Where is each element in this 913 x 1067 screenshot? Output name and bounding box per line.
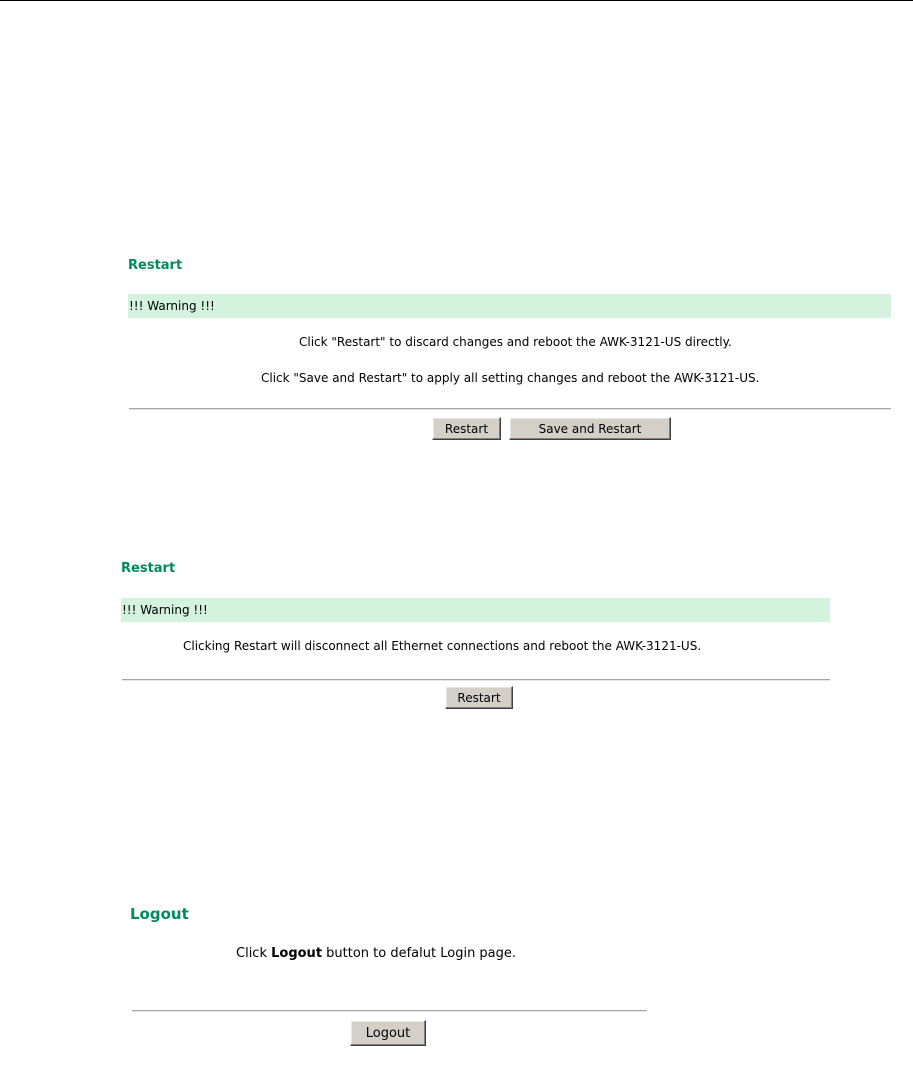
restart-instruction-text: Click "Restart" to discard changes and reboot the AWK-3121-US directly. xyxy=(299,335,732,349)
restart-panel-title: Restart xyxy=(128,258,183,273)
divider xyxy=(129,408,891,410)
restart-warning-text: Clicking Restart will disconnect all Ethernet connections and reboot the AWK-3121-US. xyxy=(183,639,702,653)
logout-instruction-text xyxy=(236,946,516,961)
logout-panel-title: Logout xyxy=(130,905,189,923)
divider xyxy=(122,679,830,681)
restart-panel-title: Restart xyxy=(121,561,176,576)
logout-instruction-prefix: Click xyxy=(236,946,272,961)
logout-instruction-bold: Logout xyxy=(271,946,323,961)
restart-button[interactable]: Restart xyxy=(445,686,513,709)
logout-button[interactable]: Logout xyxy=(350,1020,426,1046)
warning-banner: !!! Warning !!! xyxy=(128,294,891,318)
warning-banner: !!! Warning !!! xyxy=(121,598,830,622)
page-top-rule xyxy=(0,0,913,1)
save-and-restart-button[interactable]: Save and Restart xyxy=(509,417,671,440)
divider xyxy=(132,1010,647,1012)
logout-instruction-suffix: button to defalut Login page. xyxy=(322,946,517,961)
save-restart-instruction-text: Click "Save and Restart" to apply all setting changes and reboot the AWK-3121-US. xyxy=(261,371,760,385)
restart-button[interactable]: Restart xyxy=(432,417,501,440)
